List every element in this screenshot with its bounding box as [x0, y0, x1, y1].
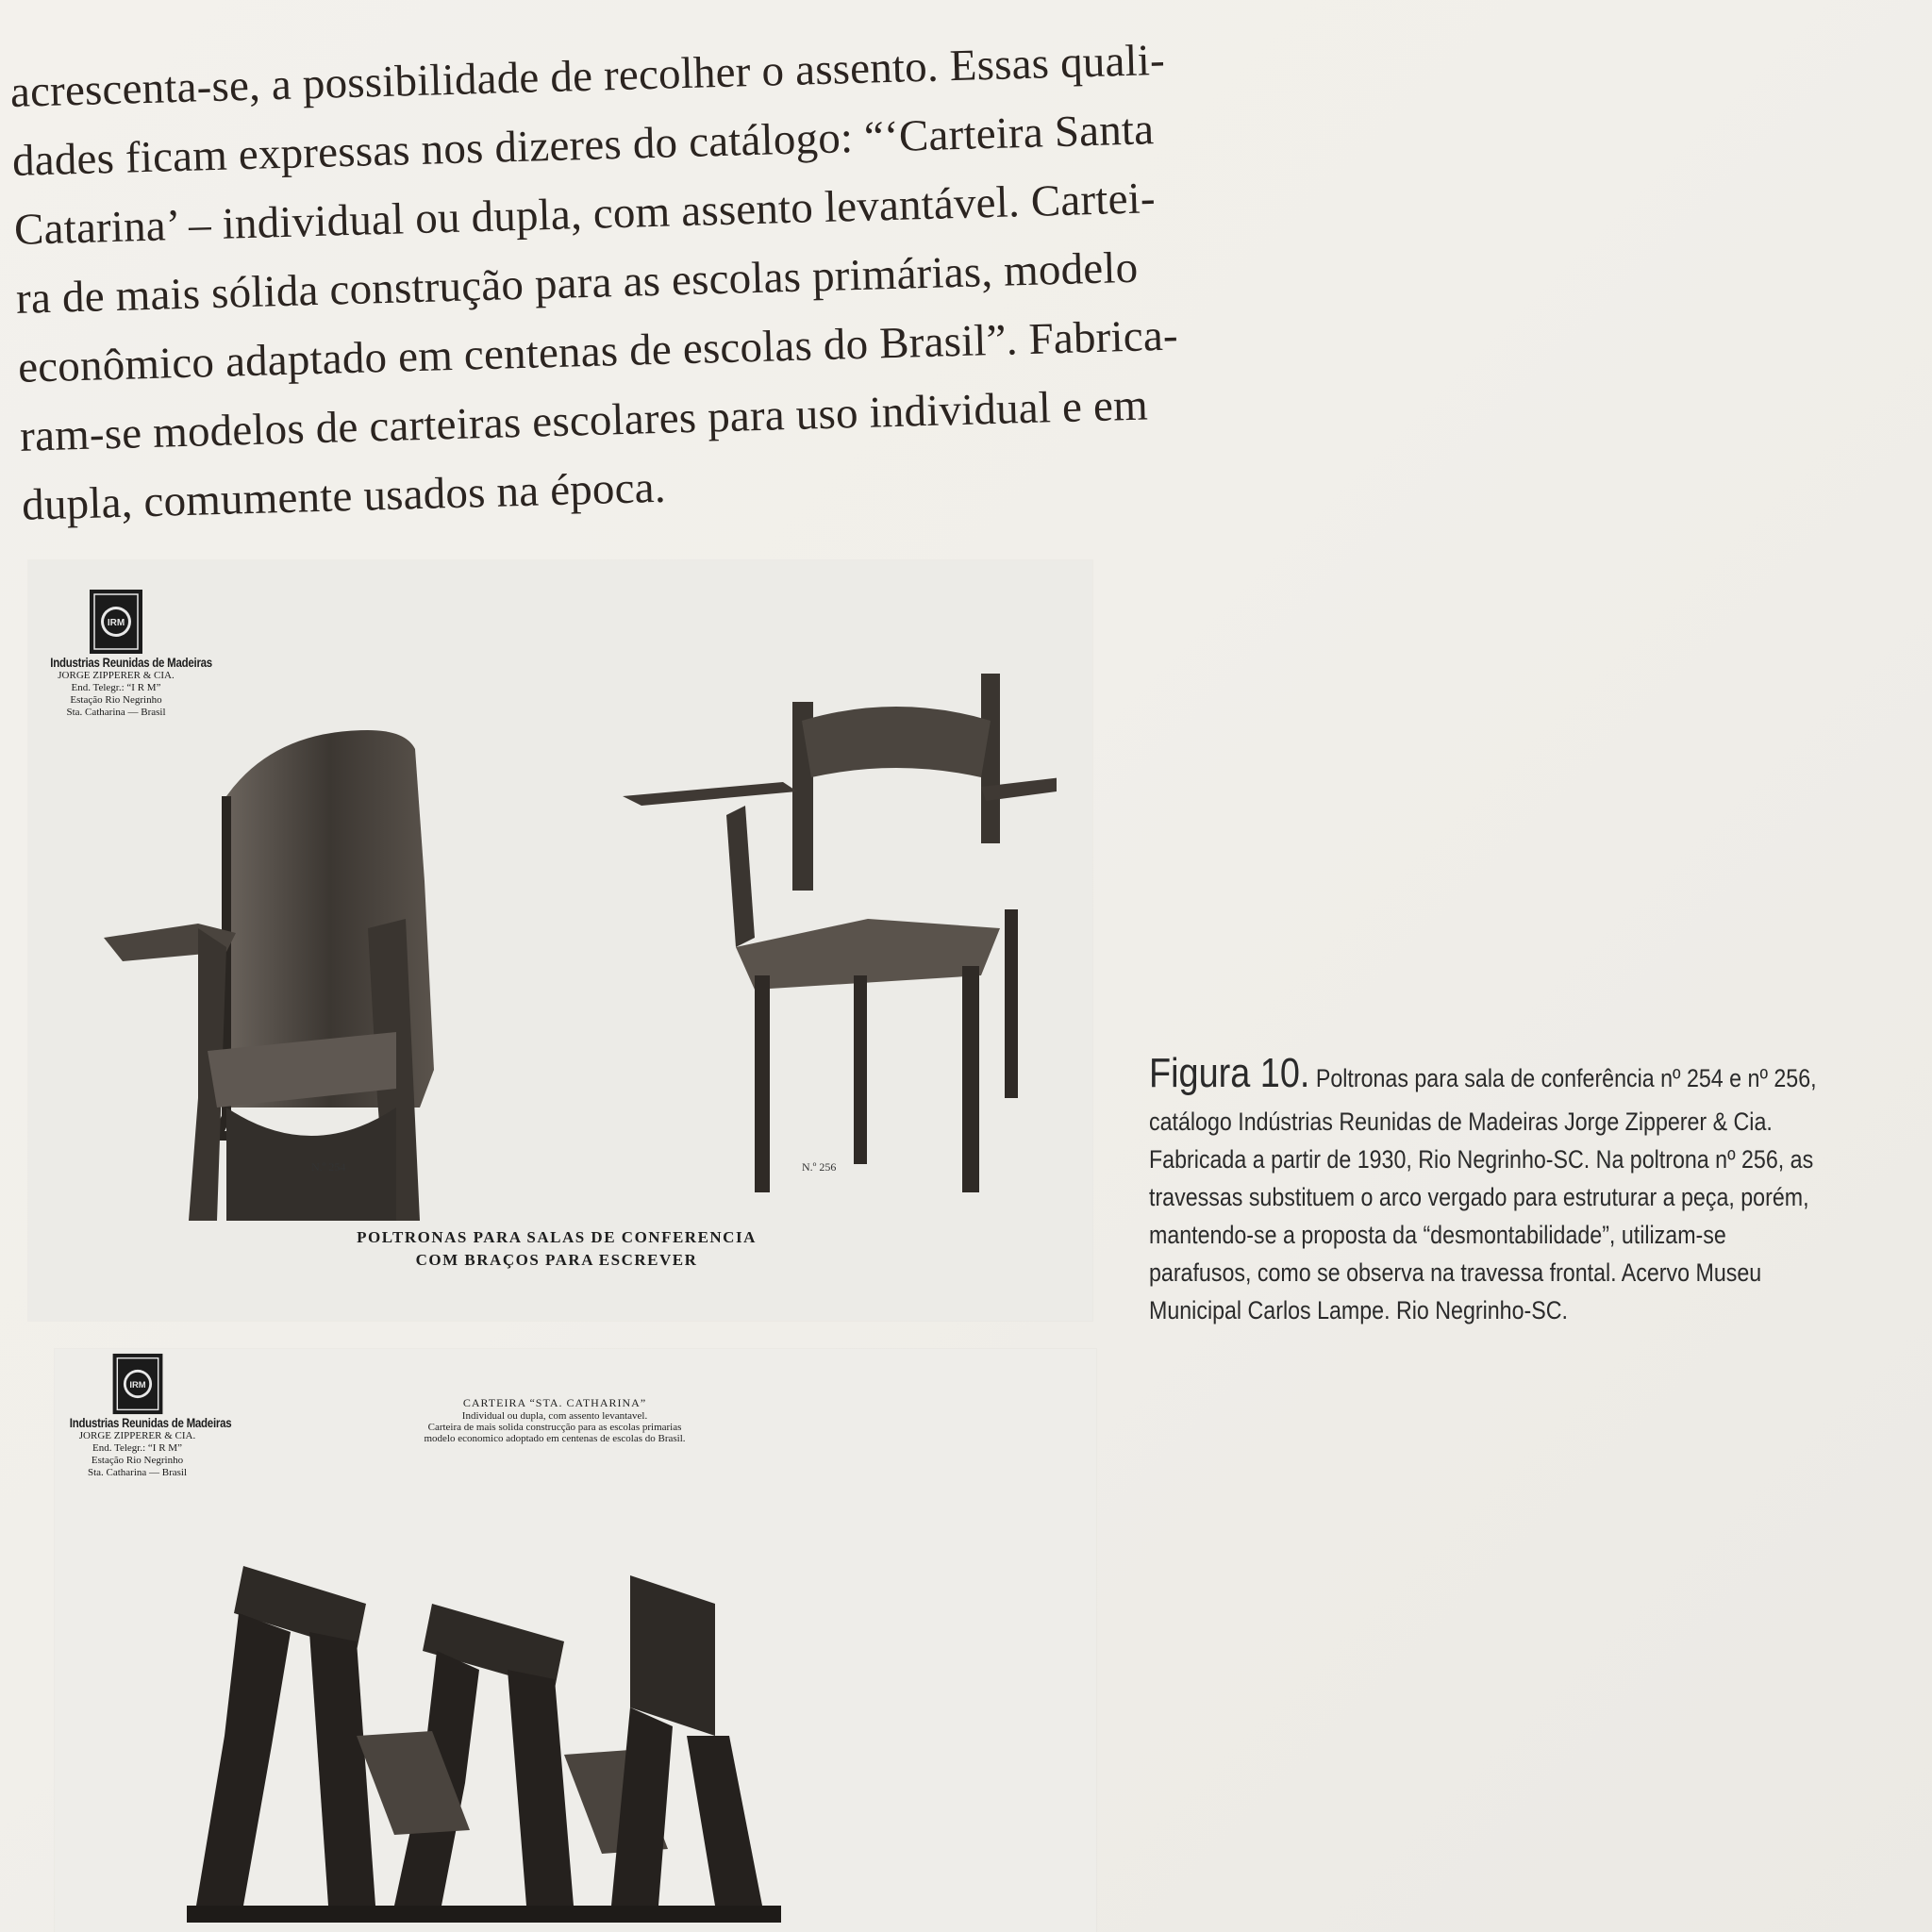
armchair-254-image: [85, 692, 481, 1221]
body-line: ra de mais sólida construção para as escolas primárias, modelo: [15, 242, 1139, 324]
plate-heading: [338, 1396, 772, 1444]
catalog-plate-armchairs: [28, 560, 1092, 1321]
svg-text:IRM: IRM: [128, 1378, 146, 1390]
plate-caption: [311, 1226, 802, 1272]
plate-subtitle: modelo economico adoptado em centenas de escolas do Brasil.: [424, 1433, 686, 1444]
brand-line: JORGE ZIPPERER & CIA.: [58, 670, 175, 681]
brand-line: End. Telegr.: “I R M”: [92, 1442, 182, 1454]
plate-caption-line: POLTRONAS PARA SALAS DE CONFERENCIA: [357, 1228, 757, 1246]
brand-name: Industrias Reunidas de Madeiras: [50, 655, 212, 670]
figure-caption-line: catálogo Indústrias Reunidas de Madeiras Jorge Zipperer & Cia.: [1149, 1108, 1773, 1136]
model-number: N.º 254: [311, 1160, 346, 1174]
plate-title: CARTEIRA “STA. CATHARINA”: [462, 1396, 647, 1409]
plate-subtitle: Carteira de mais solida construcção para as escolas primarias: [427, 1422, 682, 1433]
body-line: dupla, comumente usados na época.: [21, 462, 667, 530]
catalog-plate-desks: [55, 1349, 1096, 1932]
brand-line: Estação Rio Negrinho: [70, 694, 162, 706]
brand-line: Sta. Catharina — Brasil: [66, 707, 166, 718]
body-line: ram-se modelos de carteiras escolares para uso individual e em: [19, 380, 1149, 461]
school-desk-image: [187, 1547, 941, 1932]
body-line: Catarina’ – individual ou dupla, com assento levantável. Cartei-: [13, 174, 1157, 255]
figure-label: Figura 10.: [1149, 1050, 1310, 1096]
plate-subtitle: Individual ou dupla, com assento levantavel.: [461, 1410, 648, 1422]
body-paragraph: [9, 28, 1179, 541]
figure-caption: [1149, 1049, 1817, 1329]
figure-caption-text: Poltronas para sala de conferência nº 254 e nº 256,: [1315, 1064, 1817, 1092]
body-line: dades ficam expressas nos dizeres do catálogo: “‘Carteira Santa: [11, 105, 1155, 186]
model-number: N.º 256: [802, 1160, 837, 1174]
svg-text:IRM: IRM: [107, 618, 125, 628]
figure-caption-line: mantendo-se a proposta da “desmontabilidade”, utilizam-se: [1149, 1221, 1726, 1249]
body-line: acrescenta-se, a possibilidade de recolher o assento. Essas quali-: [9, 35, 1166, 117]
figure-caption-line: travessas substituem o arco vergado para estruturar a peça, porém,: [1149, 1183, 1809, 1211]
armchair-256-image: [623, 664, 1057, 1192]
body-line: econômico adaptado em centenas de escolas do Brasil”. Fabrica-: [17, 310, 1179, 392]
irm-logo-icon: [89, 589, 143, 655]
manufacturer-brand: [55, 1353, 232, 1479]
brand-name: Industrias Reunidas de Madeiras: [69, 1415, 232, 1430]
irm-logo-icon: [111, 1353, 164, 1415]
figure-caption-line: Municipal Carlos Lampe. Rio Negrinho-SC.: [1149, 1296, 1568, 1324]
brand-line: End. Telegr.: “I R M”: [71, 682, 161, 693]
brand-line: Sta. Catharina — Brasil: [87, 1467, 188, 1478]
figure-caption-line: parafusos, como se observa na travessa frontal. Acervo Museu: [1149, 1258, 1762, 1287]
figure-caption-first-line: [1149, 1049, 1817, 1103]
brand-line: Estação Rio Negrinho: [91, 1455, 184, 1466]
brand-line: JORGE ZIPPERER & CIA.: [78, 1430, 196, 1441]
plate-caption-line: COM BRAÇOS PARA ESCREVER: [415, 1251, 698, 1269]
figure-caption-line: Fabricada a partir de 1930, Rio Negrinho-SC. Na poltrona nº 256, as: [1149, 1145, 1814, 1174]
